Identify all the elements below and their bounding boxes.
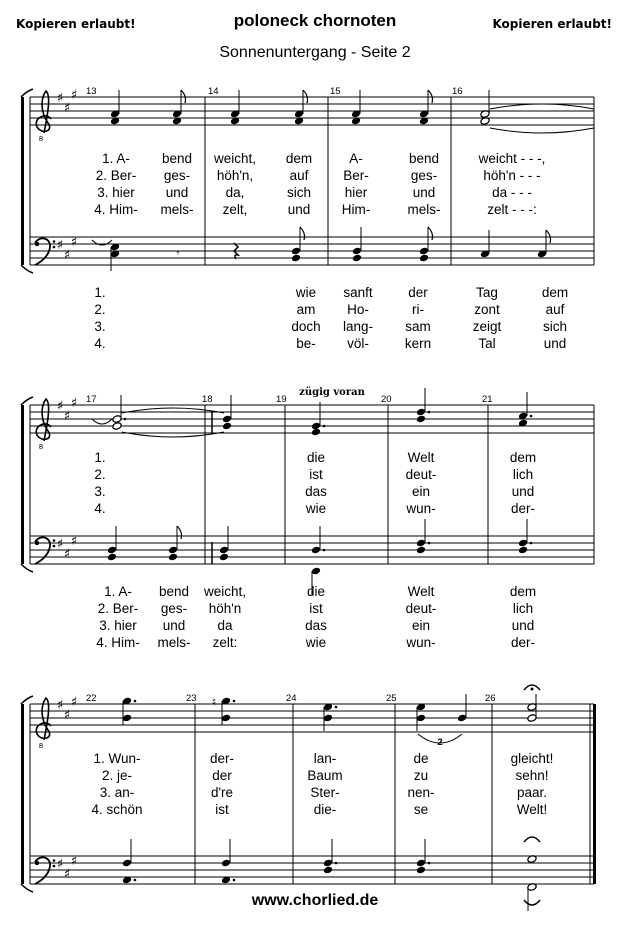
measure-number: 19 (276, 394, 287, 405)
upper-lyric-syllable: 4. Him- (94, 202, 138, 217)
lower-lyric-syllable: dem (509, 584, 537, 599)
copyright-note-left: Kopieren erlaubt! (16, 17, 136, 31)
lower-lyric-syllable: ein (411, 618, 431, 633)
measure-number: 18 (202, 394, 213, 405)
upper-lyric-syllable: sich (286, 185, 312, 200)
note-head (311, 428, 321, 437)
upper-lyric-syllable: auf (289, 168, 309, 183)
lower-lyric-syllable: be- (296, 336, 316, 351)
lower-lyric-syllable: wie (295, 285, 317, 300)
upper-lyric-syllable: hier (344, 185, 368, 200)
note-dot (530, 542, 533, 545)
upper-lyric-syllable: wie (305, 501, 327, 516)
lower-lyric-syllable: dem (541, 285, 569, 300)
sharp-icon: ♯ (70, 695, 78, 710)
octave-eight-icon: 8 (38, 443, 44, 451)
upper-lyric-syllable: der- (209, 751, 235, 766)
note-dot (428, 862, 431, 865)
upper-lyric-syllable: zu (413, 768, 429, 783)
lower-lyric-syllable: 4. (94, 336, 106, 351)
upper-lyric-syllable: 3. (94, 484, 106, 499)
note-head (518, 546, 528, 555)
bass-clef-dot (53, 545, 56, 548)
note-head (352, 254, 362, 263)
sharp-icon: ♯ (63, 708, 71, 723)
system-bracket-hook (21, 89, 33, 97)
tempo-marking-text: zügig voran (299, 387, 365, 398)
lower-lyric-syllable: die (306, 584, 326, 599)
bass-clef-dot (35, 541, 39, 545)
upper-lyric-syllable: 1. (94, 450, 106, 465)
lower-lyric-syllable: und (162, 618, 186, 633)
bass-clef-icon (35, 238, 56, 265)
lower-lyric-syllable: 3. hier (99, 618, 137, 633)
lower-lyric-syllable: wun- (406, 635, 436, 650)
lower-lyric-syllable: auf (545, 302, 565, 317)
note-head (112, 422, 122, 431)
lower-lyric-syllable: 4. Him- (96, 635, 140, 650)
note-dot (134, 879, 137, 882)
sharp-icon: ♯ (56, 698, 64, 713)
lower-lyric-syllable: lang- (342, 319, 374, 334)
fermata-dot (531, 688, 534, 691)
note-dot (134, 700, 137, 703)
triplet-number-text: 2 (437, 737, 443, 748)
lower-lyric-syllable: Welt (407, 584, 435, 599)
bass-clef-dot (53, 539, 56, 542)
upper-lyric-syllable: 2. (94, 467, 106, 482)
note-flag (300, 227, 305, 240)
sharp-icon: ♯ (56, 399, 64, 414)
footer-website-link[interactable]: www.chorlied.de (251, 892, 379, 909)
upper-lyric-syllable: sehn! (515, 768, 549, 783)
note-dot (335, 706, 338, 709)
upper-lyric-syllable: paar. (516, 785, 548, 800)
bass-clef-dot (35, 861, 39, 865)
upper-lyric-syllable: höh'n - - - (483, 168, 541, 183)
sharp-icon: ♯ (70, 235, 78, 250)
note-head (419, 254, 429, 263)
upper-lyric-syllable: 2. Ber- (95, 168, 137, 183)
sharp-icon: ♯ (56, 91, 64, 106)
upper-lyric-syllable: mels- (407, 202, 441, 217)
octave-eight-icon: 8 (38, 135, 44, 143)
sharp-icon: ♯ (63, 101, 71, 116)
sharp-icon: ♯ (63, 248, 71, 263)
upper-lyric-syllable: Baum (307, 768, 343, 783)
lower-lyric-syllable: und (511, 618, 535, 633)
sharp-icon: ♯ (56, 238, 64, 253)
lower-lyric-syllable: wie (305, 635, 327, 650)
lower-lyric-syllable: sam (405, 319, 431, 334)
lower-lyric-syllable: zelt: (212, 635, 238, 650)
upper-lyric-syllable: das (305, 484, 327, 499)
lower-lyric-syllable: und (543, 336, 567, 351)
note-head (416, 415, 426, 424)
upper-lyric-syllable: zelt, (222, 202, 248, 217)
upper-lyric-syllable: und (287, 202, 311, 217)
lower-lyric-syllable: sanft (343, 285, 373, 300)
upper-lyric-syllable: 4. schön (91, 802, 143, 817)
measure-number: 16 (452, 86, 463, 97)
lower-lyric-syllable: höh'n (208, 601, 242, 616)
lower-lyric-syllable: 3. (94, 319, 106, 334)
page-title: poloneck chornoten (233, 11, 397, 30)
upper-lyric-syllable: da - - - (492, 185, 532, 200)
system-bracket (21, 97, 24, 265)
note-head (219, 553, 229, 562)
note-dot (428, 542, 431, 545)
tie-slur (92, 419, 112, 424)
fermata-icon (524, 837, 540, 842)
bass-clef-icon (35, 537, 56, 564)
natural-icon: ♮ (211, 695, 217, 709)
lower-lyric-syllable: Tal (478, 336, 496, 351)
upper-lyric-syllable: ist (215, 802, 229, 817)
measure-number: 13 (86, 86, 97, 97)
lower-lyric-syllable: der (408, 285, 428, 300)
upper-lyric-syllable: lan- (313, 751, 337, 766)
lower-lyric-syllable: Tag (476, 285, 498, 300)
lower-lyric-syllable: 1. A- (104, 584, 132, 599)
measure-number: 20 (381, 394, 392, 405)
tie-slur (490, 128, 594, 133)
sharp-icon: ♯ (70, 88, 78, 103)
measure-number: 26 (485, 693, 496, 704)
tie-slur (490, 104, 594, 109)
system-bracket-hook (21, 265, 33, 273)
lower-lyric-syllable: lich (512, 601, 534, 616)
note-flag (428, 227, 433, 240)
measure-number: 24 (286, 693, 297, 704)
measure-number: 22 (86, 693, 97, 704)
sharp-icon: ♯ (56, 857, 64, 872)
upper-lyric-syllable: se (413, 802, 429, 817)
final-barline-thick (593, 704, 596, 884)
sharp-icon: ♯ (63, 867, 71, 882)
upper-lyric-syllable: und (511, 484, 535, 499)
note-head (323, 866, 333, 875)
lower-lyric-syllable: 2. Ber- (97, 601, 139, 616)
note-dot (428, 411, 431, 414)
lower-lyric-syllable: völ- (347, 336, 369, 351)
lower-lyric-syllable: der- (510, 635, 536, 650)
measure-number: 23 (186, 693, 197, 704)
lower-lyric-syllable: ri- (412, 302, 424, 317)
upper-lyric-syllable: lich (512, 467, 534, 482)
bass-clef-dot (53, 240, 56, 243)
upper-lyric-syllable: und (412, 185, 436, 200)
measure-number: 17 (86, 394, 97, 405)
measure-number: 14 (208, 86, 219, 97)
upper-lyric-syllable: da, (225, 185, 245, 200)
octave-eight-icon: 8 (38, 742, 44, 750)
note-dot (335, 862, 338, 865)
lower-lyric-syllable: 1. (94, 285, 106, 300)
note-head (168, 553, 178, 562)
upper-lyric-syllable: 2. je- (101, 768, 133, 783)
upper-lyric-syllable: der- (510, 501, 536, 516)
note-head (416, 546, 426, 555)
lower-lyric-syllable: Ho- (347, 302, 369, 317)
lower-lyric-syllable: ist (309, 601, 323, 616)
upper-lyric-syllable: ges- (410, 168, 438, 183)
sharp-icon: ♯ (70, 854, 78, 869)
note-dot (323, 549, 326, 552)
note-head (416, 866, 426, 875)
upper-lyric-syllable: ein (411, 484, 431, 499)
note-head (222, 422, 232, 431)
upper-lyric-syllable: ges- (163, 168, 191, 183)
song-subtitle: Sonnenuntergang - Seite 2 (219, 44, 411, 61)
note-dot (530, 415, 533, 418)
lower-lyric-syllable: ges- (160, 601, 188, 616)
upper-lyric-syllable: bend (161, 151, 193, 166)
system-bracket (21, 405, 24, 564)
upper-lyric-syllable: Ber- (343, 168, 369, 183)
upper-lyric-syllable: mels- (160, 202, 194, 217)
measure-number: 25 (386, 693, 397, 704)
treble-clef-icon (36, 399, 51, 451)
lower-lyric-syllable: zeigt (472, 319, 502, 334)
upper-lyric-syllable: dem (285, 151, 313, 166)
upper-lyric-syllable: 3. hier (97, 185, 135, 200)
upper-lyric-syllable: Him- (341, 202, 371, 217)
sharp-icon: ♯ (70, 396, 78, 411)
lower-lyric-syllable: bend (158, 584, 190, 599)
bass-clef-dot (53, 859, 56, 862)
upper-lyric-syllable: Welt! (516, 802, 548, 817)
upper-lyric-syllable: 3. an- (99, 785, 135, 800)
bass-clef-dot (53, 865, 56, 868)
upper-lyric-syllable: weicht - - -, (478, 151, 546, 166)
lower-lyric-syllable: weicht, (203, 584, 247, 599)
upper-lyric-syllable: Ster- (310, 785, 340, 800)
sharp-icon: ♯ (63, 547, 71, 562)
sharp-icon: ♯ (70, 534, 78, 549)
upper-lyric-syllable: zelt - - -: (487, 202, 537, 217)
upper-lyric-syllable: wun- (406, 501, 436, 516)
lower-lyric-syllable: kern (404, 336, 432, 351)
system-bracket-hook (21, 884, 33, 892)
system-bracket (21, 704, 24, 884)
note-dot (124, 418, 127, 421)
upper-lyric-syllable: und (165, 185, 189, 200)
note-head (291, 254, 301, 263)
upper-lyric-syllable: dem (509, 450, 537, 465)
sharp-icon: ♯ (56, 537, 64, 552)
measure-number: 15 (330, 86, 341, 97)
treble-clef-icon (36, 698, 51, 750)
bass-clef-icon (35, 857, 56, 884)
lower-lyric-syllable: da (217, 618, 233, 633)
lower-lyric-syllable: 2. (94, 302, 106, 317)
upper-lyric-syllable: 4. (94, 501, 106, 516)
lower-lyric-syllable: doch (291, 319, 321, 334)
note-dot (233, 879, 236, 882)
system-bracket-hook (21, 397, 33, 405)
note-dot (233, 700, 236, 703)
upper-lyric-syllable: der (212, 768, 232, 783)
upper-lyric-syllable: de (413, 751, 429, 766)
bass-clef-dot (35, 242, 39, 246)
system-bracket-hook (21, 696, 33, 704)
upper-lyric-syllable: 1. A- (102, 151, 130, 166)
note-head (107, 553, 117, 562)
upper-lyric-syllable: weicht, (213, 151, 257, 166)
upper-lyric-syllable: höh'n, (216, 168, 254, 183)
measure-number: 21 (482, 394, 493, 405)
upper-lyric-syllable: gleicht! (510, 751, 554, 766)
lower-lyric-syllable: mels- (157, 635, 191, 650)
bass-clef-dot (53, 246, 56, 249)
upper-lyric-syllable: bend (408, 151, 440, 166)
copyright-note-right: Kopieren erlaubt! (492, 17, 612, 31)
upper-lyric-syllable: A- (349, 151, 363, 166)
sharp-icon: ♯ (63, 409, 71, 424)
lower-lyric-syllable: das (305, 618, 327, 633)
upper-lyric-syllable: die- (313, 802, 337, 817)
lower-lyric-syllable: sich (542, 319, 568, 334)
lower-lyric-syllable: zont (474, 302, 500, 317)
upper-lyric-syllable: ist (309, 467, 323, 482)
upper-lyric-syllable: 1. Wun- (93, 751, 141, 766)
system-bracket-hook (21, 564, 33, 572)
lower-lyric-syllable: deut- (405, 601, 437, 616)
upper-lyric-syllable: d're (210, 785, 234, 800)
treble-clef-icon (36, 91, 51, 143)
upper-lyric-syllable: deut- (405, 467, 437, 482)
eighth-rest-icon: 𝄾 (176, 247, 180, 260)
upper-lyric-syllable: die (306, 450, 326, 465)
upper-lyric-syllable: nen- (407, 785, 435, 800)
upper-lyric-syllable: Welt (407, 450, 435, 465)
lower-lyric-syllable: am (296, 302, 316, 317)
note-flag (177, 526, 182, 539)
note-dot (323, 425, 326, 428)
